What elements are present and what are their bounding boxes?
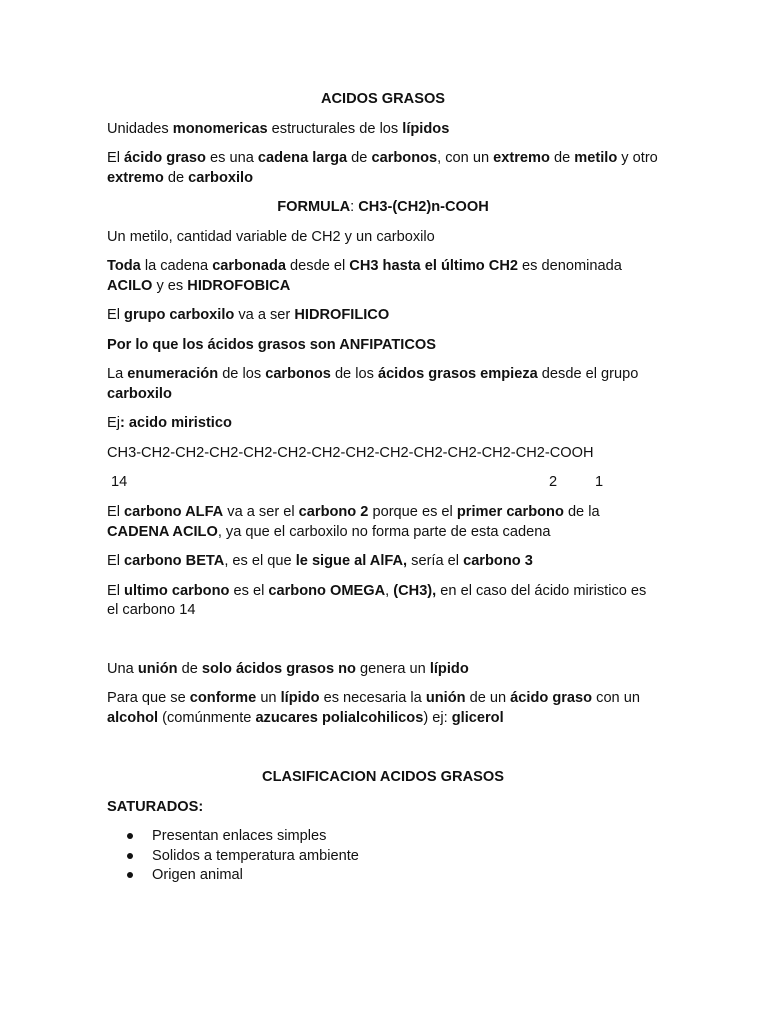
bullet-icon [127,872,133,878]
paragraph-structure: Un metilo, cantidad variable de CH2 y un carboxilo [107,228,435,245]
paragraph-union: Una unión de solo ácidos grasos no genera un lípido [107,660,469,677]
paragraph-lipid-formation: Para que se conforme un lípido es necesaria la unión de un ácido graso con un alcohol (comúnmente azucares polialcohilicos) ej: glicerol [107,690,640,726]
paragraph-alpha-carbon: El carbono ALFA va a ser el carbono 2 porque es el primer carbono de la CADENA ACILO, ya que el carboxilo no forma parte de esta cadena [107,504,600,540]
saturados-list [107,827,659,886]
subsection-heading-saturados: SATURADOS: [107,798,204,815]
paragraph-carboxyl-group: El grupo carboxilo va a ser HIDROFILICO [107,307,390,323]
paragraph-example: Ej: acido miristico [107,415,232,431]
paragraph-fatty-acid-definition: El ácido graso es una cadena larga de carbonos, con un extremo de metilo y otro extremo de carboxilo [107,150,658,186]
list-item: Presentan enlaces simples [107,827,659,847]
list-item: Origen animal [107,866,659,886]
paragraph-omega-carbon: El ultimo carbono es el carbono OMEGA, (CH3), en el caso del ácido miristico es el carbono 14 [107,582,647,618]
paragraph-amphipathic: Por lo que los ácidos grasos son ANFIPATICOS [107,336,436,353]
section-title: CLASIFICACION ACIDOS GRASOS [262,769,504,785]
carbon-number-2: 2 [549,474,558,490]
paragraph-spacer [107,631,659,660]
carbon-chain: CH3-CH2-CH2-CH2-CH2-CH2-CH2-CH2-CH2-CH2-CH2-CH2-CH2-COOH [107,444,594,461]
formula-line: FORMULA: CH3-(CH2)n-COOH [277,199,489,215]
paragraph-acyl: Toda la cadena carbonada desde el CH3 hasta el último CH2 es denominada ACILO y es HIDROFOBICA [107,258,622,294]
paragraph-spacer [107,738,659,768]
paragraph-beta-carbon: El carbono BETA, es el que le sigue al AlFA, sería el carbono 3 [107,553,533,569]
carbon-number-1: 1 [595,474,604,490]
list-item: Solidos a temperatura ambiente [107,847,659,867]
paragraph-numbering: La enumeración de los carbonos de los ácidos grasos empieza desde el grupo carboxilo [107,366,639,402]
carbon-numbering-row [107,473,659,493]
carbon-number-14: 14 [111,474,128,490]
bullet-icon [127,833,133,839]
paragraph-monomeric-units: Unidades monomericas estructurales de los lípidos [107,120,450,137]
bullet-icon [127,853,133,859]
document-title: ACIDOS GRASOS [320,91,446,107]
document-body [107,90,659,886]
